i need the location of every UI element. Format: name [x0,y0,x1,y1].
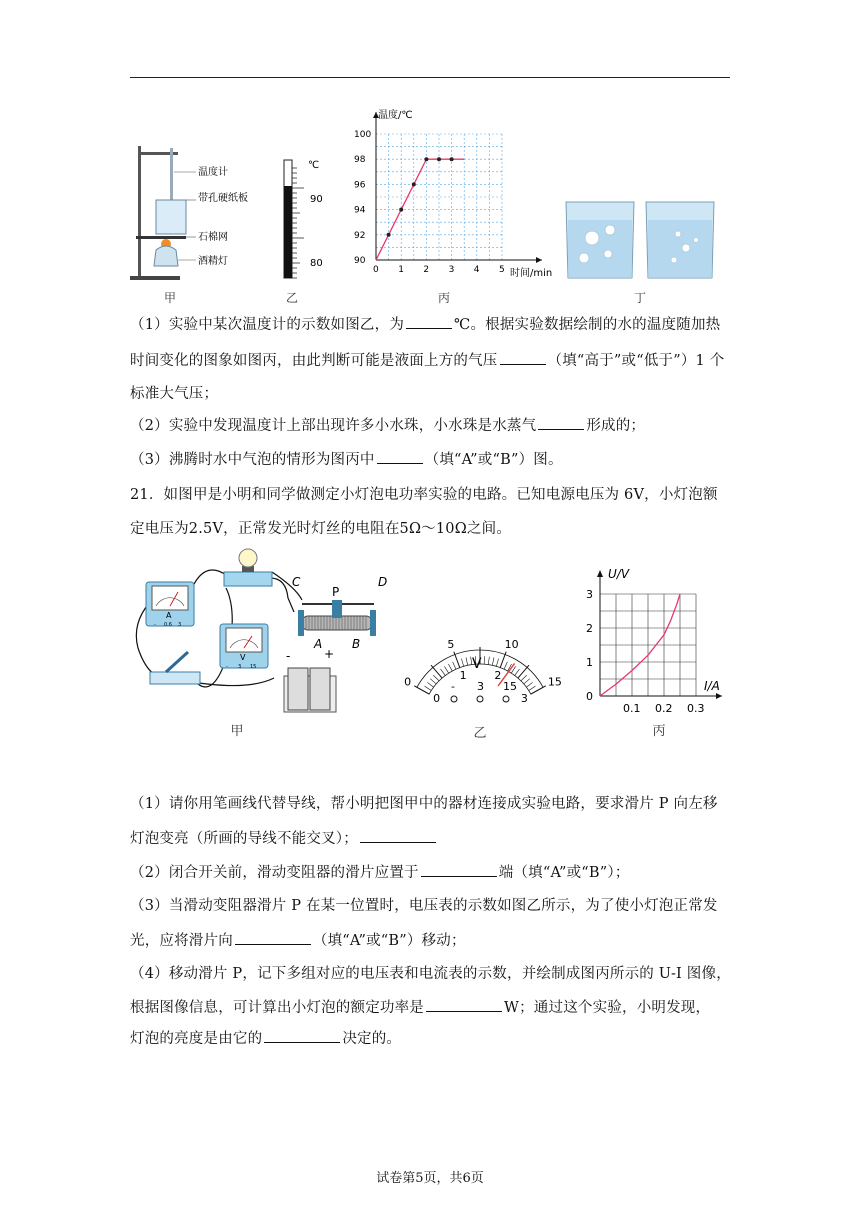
voltmeter-terminal-3: 3 [238,664,242,670]
q20-line-5: （3）沸腾时水中气泡的情形为图丙中 （填“A”或“B”）图。 [130,449,563,470]
label-thermometer: 温度计 [198,167,228,178]
q21-p1: （1）请你用笔画线代替导线，帮小明把图甲中的器材连接成实验电路，要求滑片 P 向左移 [130,796,718,812]
answer-blank[interactable] [377,449,423,464]
voltmeter [220,624,268,670]
x-axis-arrow [716,693,722,699]
rheostat-label-D: D [378,575,388,589]
y-tick-label: 90 [354,256,366,266]
dial-unit-label: V [472,656,482,672]
answer-blank[interactable] [406,314,452,329]
y-tick-label: 96 [354,180,366,191]
dial-outer-label: 0 [404,675,412,689]
q21-p4d: 灯泡的亮度是由它的 决定的。 [130,1028,401,1049]
y-tick-label: 100 [354,130,372,140]
caption-mid-yi: 乙 [473,726,487,741]
q20-line-1: （1）实验中某次温度计的示数如图乙，为 ℃。根据实验数据绘制的水的温度随加热 [130,314,720,335]
q21-line-2: 定电压为2.5V，正常发光时灯丝的电阻在5Ω～10Ω之间。 [130,521,512,537]
data-point [387,233,391,237]
figure-yi-thermometer [268,152,338,282]
rheostat-label-B: B [352,637,361,651]
rheostat-label-A: A [314,637,323,651]
x-axis-arrow [536,257,542,263]
dial-terminal-label: 15 [503,680,517,693]
ammeter-terminal-3: 3 [178,622,182,628]
ammeter [146,582,194,628]
answer-blank[interactable] [264,1028,340,1043]
figure-circuit-components [126,548,396,718]
x-tick-label: 2 [423,265,430,275]
data-point [450,157,454,161]
y-tick-label: 92 [354,230,366,241]
figure-ding-beakers [562,196,722,282]
x-tick-label: 0 [373,265,379,275]
caption-top-ding: 丁 [633,291,646,305]
x-axis-label: I/A [704,679,720,693]
x-tick-label: 1 [398,265,404,275]
battery-neg-sign: - [286,649,291,663]
data-point [424,157,428,161]
q21-p4: （4）移动滑片 P，记下多组对应的电压表和电流表的示数，并绘制成图丙所示的 U-I 图像， [130,966,731,982]
answer-blank[interactable] [421,862,497,877]
dial-inner-label: 3 [520,691,528,705]
voltmeter-terminal-neg: - [226,664,228,670]
figure-jia-apparatus [126,138,276,288]
caption-top-yi: 乙 [285,291,298,305]
y-tick-label: 98 [354,155,366,166]
label-cardboard: 带孔硬纸板 [198,193,248,204]
dial-outer-label: 15 [547,675,562,689]
caption-mid-jia: 甲 [230,724,244,739]
data-point [399,208,403,212]
q21-p1b: 灯泡变亮（所画的导线不能交叉）； [130,828,438,849]
x-tick-label: 0.1 [623,702,641,715]
battery [284,647,336,712]
x-tick-label: 5 [499,265,505,275]
dial-terminal-label: - [451,680,455,693]
y-axis-label: 温度/℃ [378,110,413,121]
answer-blank[interactable] [538,415,584,430]
page-footer: 试卷第5页，共6页 [376,1171,484,1186]
q20-line-2: 时间变化的图象如图丙，由此判断可能是液面上方的气压 （填“高于”或“低于”）1 个 [130,350,725,371]
answer-blank[interactable] [235,930,311,945]
y-tick-label: 3 [586,588,593,601]
caption-mid-bing: 丙 [652,724,666,739]
data-point [437,157,441,161]
q21-p3: （3）当滑动变阻器滑片 P 在某一位置时，电压表的示数如图乙所示，为了使小灯泡正常发 [130,898,718,914]
q21-p2: （2）闭合开关前，滑动变阻器的滑片应置于 端（填“A”或“B”）； [130,862,630,883]
x-tick-label: 0.3 [687,702,705,715]
q21-line-1: 21．如图甲是小明和同学做测定小灯泡电功率实验的电路。已知电源电压为 6V，小灯泡额 [130,487,718,503]
battery-pos-sign: + [324,647,335,661]
y-axis-label: U/V [608,567,630,581]
yi-unit: ℃ [308,160,320,171]
dial-terminal [503,696,509,702]
yi-tick-90: 90 [310,194,323,205]
y-tick-label: 2 [586,622,593,635]
x-tick-label: 3 [448,265,455,275]
ammeter-label: A [166,611,172,620]
header-rule [130,77,730,78]
q20-line-3: 标准大气压； [130,386,219,402]
caption-top-bing: 丙 [437,291,450,305]
dial-terminal-label: 3 [477,680,484,693]
rheostat [292,575,387,651]
lamp [224,549,272,586]
yi-tick-80: 80 [310,258,323,269]
dial-inner-label: 2 [494,669,502,683]
switch [150,652,200,684]
figure-voltmeter-dial [396,602,564,706]
voltmeter-label: V [240,653,246,662]
label-alcohol-lamp: 酒精灯 [198,256,228,267]
chart-temperature-time [352,104,567,282]
data-point [412,182,416,186]
answer-blank[interactable] [426,997,502,1012]
x-axis-label: 时间/min [510,268,553,279]
dial-inner-label: 1 [459,669,467,683]
answer-blank[interactable] [360,828,436,843]
dial-terminal [477,696,483,702]
answer-blank[interactable] [500,350,546,365]
voltmeter-terminal-15: 15 [250,664,257,670]
q21-p3b: 光，应将滑片向 （填“A”或“B”）移动； [130,930,466,951]
chart-U-I [584,562,734,722]
rheostat-label-P: P [332,585,340,599]
x-tick-label: 4 [473,265,480,275]
y-tick-label: 1 [586,656,593,669]
dial-inner-label: 0 [433,691,441,705]
rheostat-label-C: C [292,575,301,589]
q20-line-4: （2）实验中发现温度计上部出现许多小水珠，小水珠是水蒸气 形成的； [130,415,645,436]
y-axis-arrow [597,570,603,577]
label-asbestos-net: 石棉网 [198,232,228,243]
x-tick-label: 0.2 [655,702,673,715]
ammeter-terminal-neg: - [154,622,156,628]
origin-label: 0 [586,690,593,703]
y-tick-label: 94 [354,205,366,216]
q21-p4b: 根据图像信息，可计算出小灯泡的额定功率是 W；通过这个实验，小明发现， [130,997,710,1018]
caption-top-jia: 甲 [163,291,176,305]
ammeter-terminal-06: 0.6 [164,622,172,628]
dial-outer-label: 10 [504,638,519,652]
dial-outer-label: 5 [447,638,455,652]
dial-terminal [451,696,457,702]
